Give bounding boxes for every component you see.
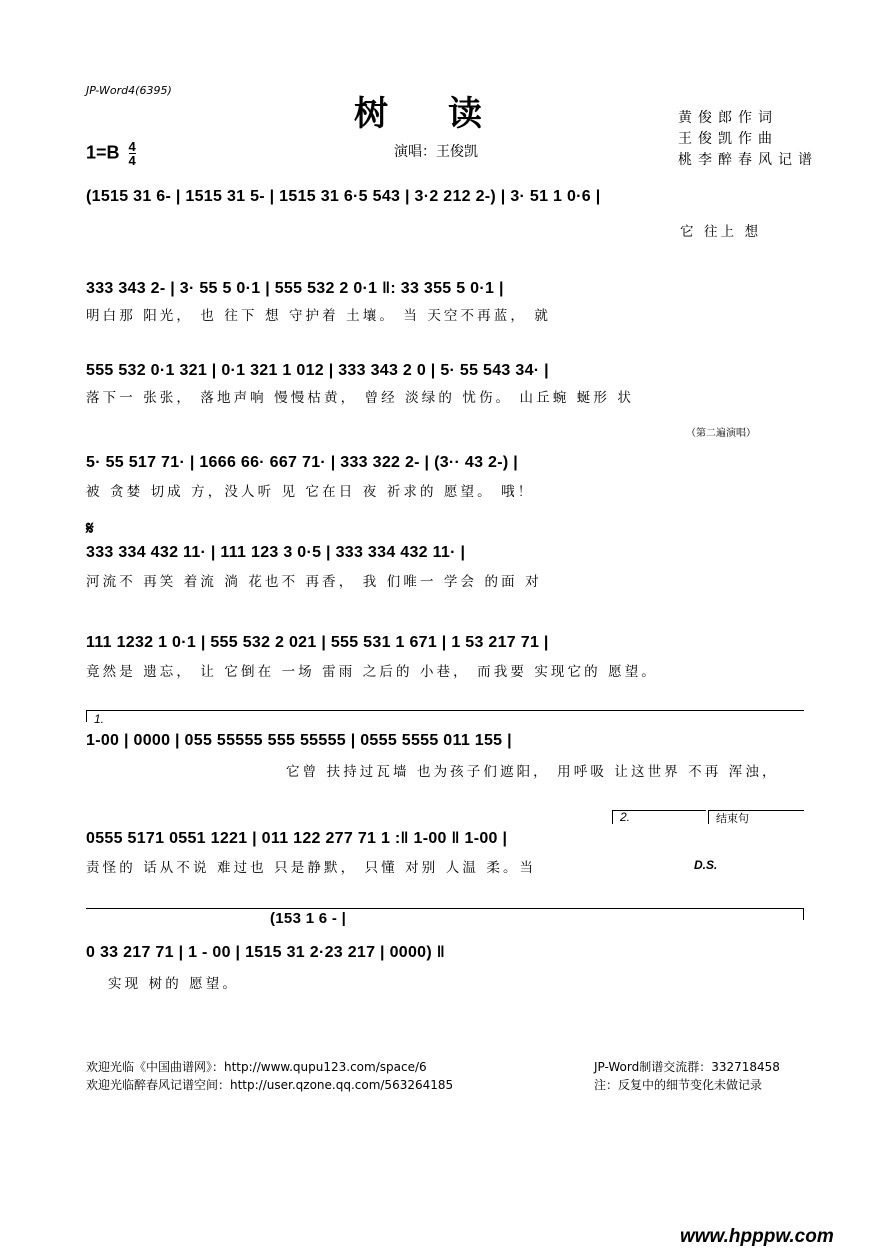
lyrics-line-3: 落下一 张张， 落地声响 慢慢枯黄， 曾经 淡绿的 忧伤。 山丘蜿 蜒形 状 (86, 390, 634, 406)
segno-icon: 𝄋 (86, 518, 94, 539)
lyrics-line-8: 责怪的 话从不说 难过也 只是静默， 只懂 对别 人温 柔。当 (86, 860, 537, 876)
key-signature (86, 140, 136, 167)
volta-1-hook (86, 710, 87, 722)
notation-line-9: 0 33 217 71 | 1 - 00 | 1515 31 2·23 217 | 0000) ‖ (86, 944, 446, 961)
volta-1-bracket (86, 710, 804, 711)
lyrics-line-2: 明白那 阳光， 也 往下 想 守护着 土壤。 当 天空不再蓝， 就 (86, 308, 551, 324)
credits (678, 108, 818, 171)
software-label: JP-Word4(6395) (86, 84, 172, 97)
page-title: 树读 (354, 94, 542, 134)
time-bottom: 4 (128, 153, 136, 168)
time-signature (129, 140, 136, 167)
footer-left (86, 1058, 453, 1094)
coda-hook (803, 908, 804, 920)
lyrics-line-7: 它曾 扶持过瓦墙 也为孩子们遮阳， 用呼吸 让这世界 不再 浑浊， (286, 764, 779, 780)
notation-line-1: (1515 31 6- | 1515 31 5- | 1515 31 6·5 543 | 3·2 212 2-) | 3· 51 1 0·6 | (86, 188, 601, 205)
lyrics-line-6: 竟然是 遗忘， 让 它倒在 一场 雷雨 之后的 小巷， 而我要 实现它的 愿望。 (86, 664, 658, 680)
coda-bracket (86, 908, 804, 909)
footer-note: 注：反复中的细节变化未做记录 (594, 1078, 763, 1092)
lyrics-line-1: 它 往上 想 (680, 224, 762, 240)
second-pass-annotation: （第二遍演唱） (686, 428, 756, 439)
notation-line-6: 111 1232 1 0·1 | 555 532 2 021 | 555 531 1 671 | 1 53 217 71 | (86, 634, 549, 651)
footer-group-info: JP-Word制谱交流群：332718458 (594, 1060, 780, 1074)
lyrics-line-5: 河流不 再笑 着流 淌 花也不 再香， 我 们唯一 学会 的面 对 (86, 574, 542, 590)
notation-line-8: 0555 5171 0551 1221 | 011 122 277 71 1 :‖ 1-00 ‖ 1-00 | (86, 830, 508, 847)
key-label: 1=B (86, 142, 120, 163)
ending-hook (708, 810, 709, 824)
footer-right (594, 1058, 780, 1094)
ending-label: 结束句 (716, 812, 749, 825)
volta-1-label: 1. (94, 712, 105, 726)
lyrics-line-9: 实现 树的 愿望。 (108, 976, 239, 992)
volta-2-hook (612, 810, 613, 824)
notation-line-7: 1-00 | 0000 | 055 55555 555 55555 | 0555 5555 011 155 | (86, 732, 512, 749)
notation-line-3: 555 532 0·1 321 | 0·1 321 1 012 | 333 343 2 0 | 5· 55 543 34· | (86, 362, 549, 379)
notation-line-4: 5· 55 517 71· | 1666 66· 667 71· | 333 322 2- | (3·· 43 2-) | (86, 454, 519, 471)
dal-segno-mark: D.S. (694, 858, 718, 872)
singer-credit: 演唱：王俊凯 (394, 144, 478, 160)
watermark: www.hpppw.com (680, 1226, 834, 1247)
footer-link-qupu[interactable]: 欢迎光临《中国曲谱网》：http://www.qupu123.com/space/6 (86, 1060, 427, 1074)
volta-2-label: 2. (620, 810, 631, 824)
lyrics-line-4: 被 贪婪 切成 方，没人听 见 它在日 夜 祈求的 愿望。 哦！ (86, 484, 535, 500)
notation-line-5: 333 334 432 11· | 111 123 3 0·5 | 333 334 432 11· | (86, 544, 466, 561)
transcriber-credit: 桃李醉春风记谱 (678, 152, 818, 168)
time-top: 4 (128, 139, 136, 154)
footer-link-qzone[interactable]: 欢迎光临醉春风记谱空间：http://user.qzone.qq.com/563264185 (86, 1078, 454, 1092)
intro-phrase: (153 1 6 - | (270, 910, 347, 927)
lyricist-credit: 黄俊郎作词 (678, 110, 778, 126)
notation-line-2: 333 343 2- | 3· 55 5 0·1 | 555 532 2 0·1 ‖: 33 355 5 0·1 | (86, 280, 504, 297)
composer-credit: 王俊凯作曲 (678, 131, 778, 147)
